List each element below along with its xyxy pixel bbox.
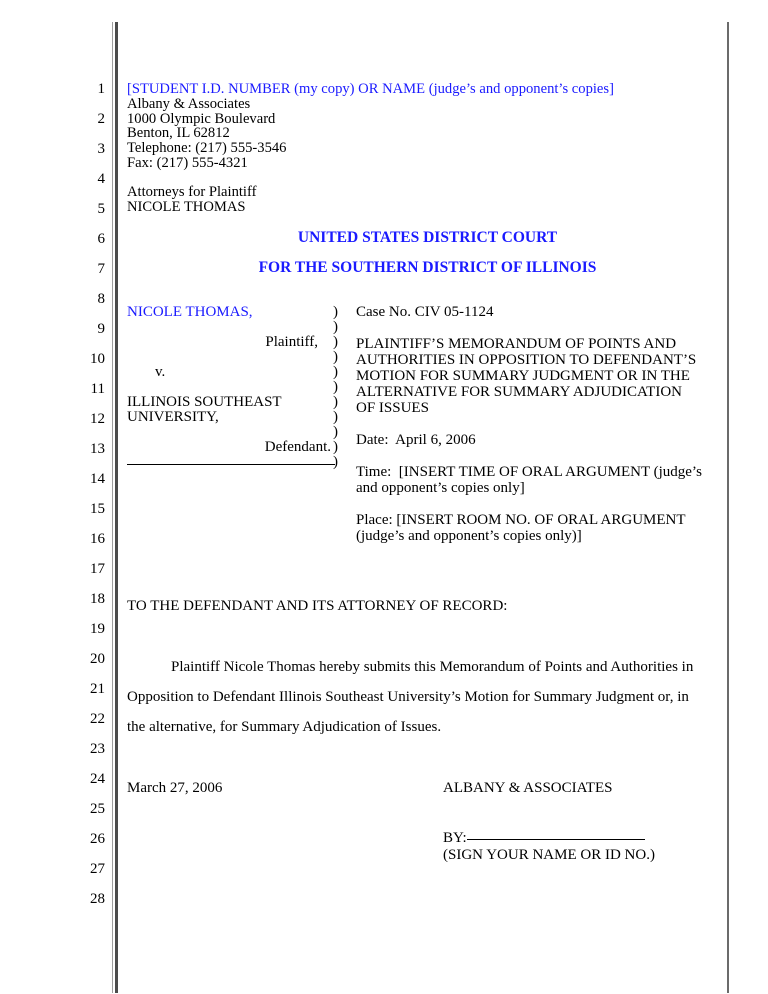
document-title-line: MOTION FOR SUMMARY JUDGMENT OR IN THE [356, 368, 690, 384]
document-title-line: PLAINTIFF’S MEMORANDUM OF POINTS AND [356, 336, 677, 352]
document-title-line: ALTERNATIVE FOR SUMMARY ADJUDICATION [356, 384, 683, 400]
line-number: 17 [90, 561, 105, 577]
caption-paren: ) [333, 334, 338, 350]
spacer [127, 425, 331, 440]
caption-paren-column [333, 305, 338, 470]
firm-address-street: 1000 Olympic Boulevard [127, 110, 276, 127]
court-name: UNITED STATES DISTRICT COURT [297, 229, 558, 246]
hearing-date: Date: April 6, 2006 [356, 432, 476, 448]
versus-label: v. [155, 364, 166, 380]
hearing-place-line1: Place: [INSERT ROOM NO. OF ORAL ARGUMENT [356, 512, 686, 528]
court-district: FOR THE SOUTHERN DISTRICT OF ILLINOIS [258, 259, 597, 276]
spacer [356, 448, 721, 464]
line-number: 23 [90, 741, 105, 757]
right-margin-rule [727, 22, 729, 993]
caption-paren: ) [333, 349, 338, 365]
signature-date: March 27, 2006 [127, 780, 223, 796]
firm-address-city: Benton, IL 62812 [127, 125, 230, 142]
spacer [356, 496, 721, 512]
caption-paren: ) [333, 364, 338, 380]
hearing-time-line1: Time: [INSERT TIME OF ORAL ARGUMENT (judge’s [356, 464, 702, 480]
line-number-column [58, 74, 105, 914]
attorney-client: NICOLE THOMAS [127, 199, 246, 215]
line-number: 15 [90, 501, 105, 517]
caption-paren: ) [333, 439, 338, 455]
salutation: TO THE DEFENDANT AND ITS ATTORNEY OF RECORD: [127, 598, 508, 614]
spacer [356, 320, 721, 336]
body-paragraph [127, 652, 717, 742]
student-id-line: [STUDENT I.D. NUMBER (my copy) OR NAME (judge’s and opponent’s copies] [127, 81, 614, 97]
line-number: 18 [90, 591, 105, 607]
paragraph-line: Plaintiff Nicole Thomas hereby submits this Memorandum of Points and Authorities in [171, 659, 694, 675]
caption-paren: ) [333, 304, 338, 320]
caption-paren: ) [333, 394, 338, 410]
defendant-label: Defendant. [264, 439, 331, 455]
line-number: 2 [97, 111, 105, 127]
line-number: 13 [90, 441, 105, 457]
plaintiff-label: Plaintiff, [265, 334, 318, 350]
line-number: 1 [97, 81, 105, 97]
line-number: 10 [90, 351, 105, 367]
line-number: 20 [90, 651, 105, 667]
line-number: 14 [90, 471, 105, 487]
case-number: Case No. CIV 05-1124 [356, 304, 494, 320]
caption-paren: ) [333, 409, 338, 425]
caption-paren: ) [333, 319, 338, 335]
line-number: 16 [90, 531, 105, 547]
caption-paren: ) [333, 424, 338, 440]
signature-line [467, 838, 645, 840]
line-number: 22 [90, 711, 105, 727]
line-number: 19 [90, 621, 105, 637]
plaintiff-name: NICOLE THOMAS, [127, 304, 253, 320]
attorney-role: Attorneys for Plaintiff [127, 184, 257, 201]
line-number: 4 [97, 171, 105, 187]
line-number: 9 [97, 321, 105, 337]
firm-name: Albany & Associates [127, 95, 251, 112]
line-number: 21 [90, 681, 105, 697]
line-number: 11 [90, 381, 105, 397]
attorney-block [127, 82, 614, 215]
signature-by-row [443, 830, 645, 847]
paragraph-line: the alternative, for Summary Adjudication of Issues. [127, 719, 442, 735]
paragraph-line: Opposition to Defendant Illinois Southeast University’s Motion for Summary Judgment or, in [127, 689, 689, 705]
by-label: BY: [443, 830, 467, 846]
spacer [127, 380, 331, 395]
line-number: 6 [97, 231, 105, 247]
case-info-column [356, 304, 721, 544]
firm-telephone: Telephone: (217) 555-3546 [127, 140, 287, 156]
line-number: 7 [97, 261, 105, 277]
document-title-line: AUTHORITIES IN OPPOSITION TO DEFENDANT’S [356, 352, 697, 368]
line-number: 12 [90, 411, 105, 427]
caption-underline [127, 464, 335, 465]
signature-hint: (SIGN YOUR NAME OR ID NO.) [443, 847, 655, 863]
spacer [127, 171, 614, 186]
spacer [356, 416, 721, 432]
defendant-name-line2: UNIVERSITY, [127, 409, 219, 425]
line-number: 28 [90, 891, 105, 907]
line-number: 26 [90, 831, 105, 847]
caption-parties [127, 305, 331, 455]
hearing-place-line2: (judge’s and opponent’s copies only)] [356, 528, 582, 544]
left-margin-rule-thin [112, 22, 113, 993]
signature-firm: ALBANY & ASSOCIATES [443, 780, 613, 796]
line-number: 3 [97, 141, 105, 157]
spacer [127, 350, 331, 365]
left-margin-rule-thick [115, 22, 118, 993]
line-number: 24 [90, 771, 105, 787]
document-title-line: OF ISSUES [356, 400, 429, 416]
line-number: 8 [97, 291, 105, 307]
line-number: 25 [90, 801, 105, 817]
line-number: 27 [90, 861, 105, 877]
line-number: 5 [97, 201, 105, 217]
hearing-time-line2: and opponent’s copies only] [356, 480, 525, 496]
spacer [127, 320, 331, 335]
defendant-name-line1: ILLINOIS SOUTHEAST [127, 394, 282, 410]
firm-fax: Fax: (217) 555-4321 [127, 154, 248, 171]
caption-paren: ) [333, 379, 338, 395]
caption-paren: ) [333, 454, 338, 470]
